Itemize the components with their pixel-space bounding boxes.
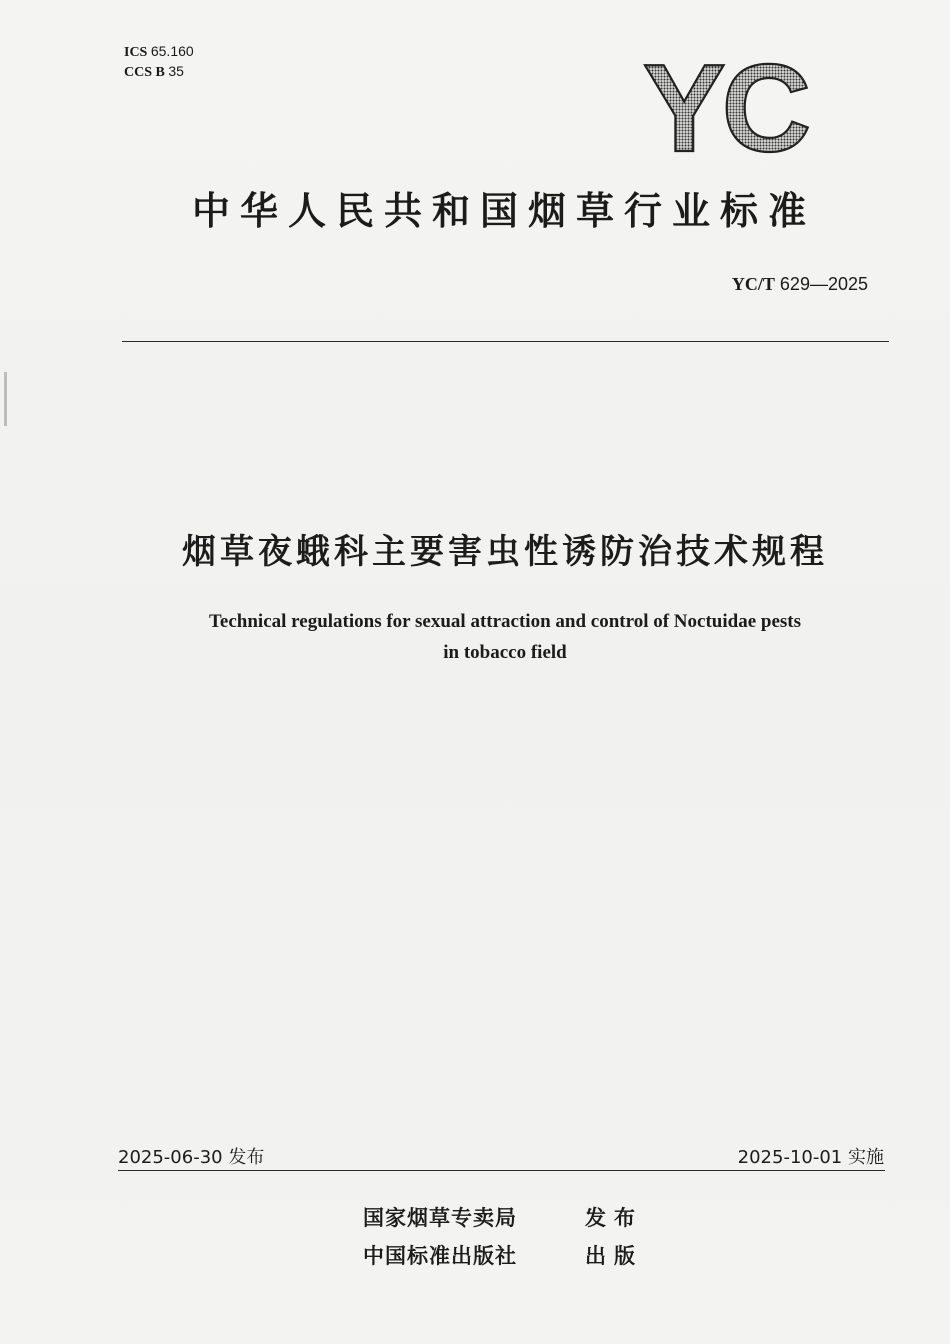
publisher-role: 出版: [585, 1244, 643, 1268]
title-en-line-2: in tobacco field: [443, 642, 567, 663]
publisher-role: 发布: [585, 1206, 643, 1230]
ics-code-line: [124, 42, 194, 62]
classification-codes: [124, 42, 194, 82]
issuing-body-title: 中华人民共和国烟草行业标准: [191, 189, 816, 233]
effective-date: 2025-10-01 实施: [737, 1147, 884, 1168]
logo-text: YC: [642, 48, 808, 158]
ccs-class: B: [155, 65, 165, 80]
standard-number: [732, 274, 868, 295]
publisher-row: [363, 1236, 643, 1274]
document-title-en: [100, 606, 910, 668]
yc-logo: [630, 48, 820, 158]
ics-code: 65.160: [150, 43, 194, 59]
issue-date: 2025-06-30 发布: [118, 1147, 265, 1168]
ccs-code-line: [124, 62, 194, 82]
ccs-label: CCS: [124, 65, 153, 80]
title-en-line-1: Technical regulations for sexual attraction and control of Noctuidae pests: [209, 611, 801, 632]
ics-label: ICS: [124, 45, 148, 60]
publisher-name: 国家烟草专卖局: [363, 1206, 517, 1230]
standard-prefix: YC/T: [731, 274, 775, 294]
standard-code: 629—2025: [779, 274, 868, 294]
ccs-code: 35: [168, 63, 184, 79]
footer-divider: [118, 1170, 885, 1171]
header-divider: [122, 341, 889, 342]
document-title-zh: 烟草夜蛾科主要害虫性诱防治技术规程: [182, 532, 828, 572]
publisher-row: [363, 1198, 643, 1236]
publisher-name: 中国标准出版社: [363, 1244, 517, 1268]
publisher-block: [363, 1198, 643, 1274]
scan-edge-mark: [4, 372, 7, 426]
